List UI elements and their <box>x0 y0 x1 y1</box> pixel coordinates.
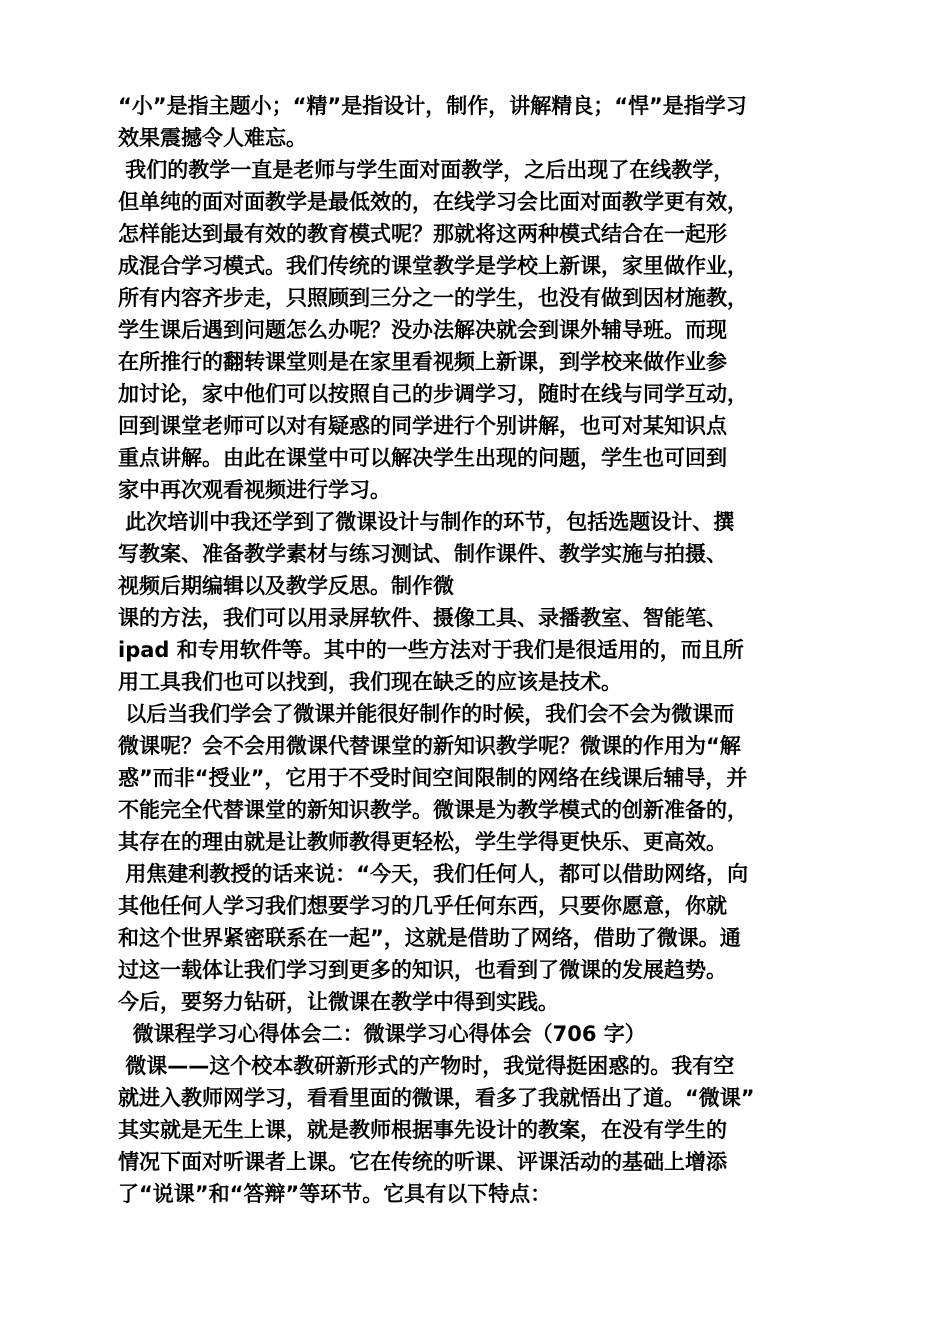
text-line: 其实就是无生上课，就是教师根据事先设计的教案，在没有学生的 <box>118 1118 727 1142</box>
text-line: 所有内容齐步走，只照顾到三分之一的学生，也没有做到因材施教， <box>118 286 748 310</box>
text-line: 效果震撼令人难忘。 <box>118 126 307 150</box>
text-line: 加讨论，家中他们可以按照自己的步调学习，随时在线与同学互动， <box>118 382 748 406</box>
text-line: 课的方法，我们可以用录屏软件、摄像工具、录播教室、智能笔、 <box>118 606 727 630</box>
text-line: 今后，要努力钻研，让微课在教学中得到实践。 <box>118 990 559 1014</box>
text-line: 但单纯的面对面教学是最低效的，在线学习会比面对面教学更有效， <box>118 190 748 214</box>
text-line: 怎样能达到最有效的教育模式呢？那就将这两种模式结合在一起形 <box>118 222 727 246</box>
text-line: 此次培训中我还学到了微课设计与制作的环节，包括选题设计、撰 <box>118 510 735 534</box>
text-line: 回到课堂老师可以对有疑惑的同学进行个别讲解，也可对某知识点 <box>118 414 727 438</box>
text-line: 成混合学习模式。我们传统的课堂教学是学校上新课，家里做作业， <box>118 254 748 278</box>
text-line: “小”是指主题小；“精”是指设计，制作，讲解精良；“悍”是指学习 <box>118 94 747 118</box>
text-line: 不能完全代替课堂的新知识教学。微课是为教学模式的创新准备的， <box>118 798 748 822</box>
text-line: 其存在的理由就是让教师教得更轻松，学生学得更快乐、更高效。 <box>118 830 727 854</box>
text-line: 重点讲解。由此在课堂中可以解决学生出现的问题，学生也可回到 <box>118 446 727 470</box>
text-line: 其他任何人学习我们想要学习的几乎任何东西，只要你愿意，你就 <box>118 894 727 918</box>
text-line: 学生课后遇到问题怎么办呢？没办法解决就会到课外辅导班。而现 <box>118 318 727 342</box>
text-line: 用工具我们也可以找到，我们现在缺乏的应该是技术。 <box>118 670 622 694</box>
text-line: 就进入教师网学习，看看里面的微课，看多了我就悟出了道。“微课” <box>118 1086 755 1110</box>
text-line: 过这一载体让我们学习到更多的知识，也看到了微课的发展趋势。 <box>118 958 727 982</box>
section-heading: 微课程学习心得体会二：微课学习心得体会（706 字） <box>118 1022 646 1046</box>
text-line: 家中再次观看视频进行学习。 <box>118 478 391 502</box>
text-line: 和这个世界紧密联系在一起”，这就是借助了网络，借助了微课。通 <box>118 926 741 950</box>
text-line: ipad 和专用软件等。其中的一些方法对于我们是很适用的，而且所 <box>118 638 744 662</box>
text-line: 在所推行的翻转课堂则是在家里看视频上新课，到学校来做作业参 <box>118 350 727 374</box>
text-line: 以后当我们学会了微课并能很好制作的时候，我们会不会为微课而 <box>118 702 735 726</box>
text-line: 微课——这个校本教研新形式的产物时，我觉得挺困惑的。我有空 <box>118 1054 735 1078</box>
text-line: 微课呢？会不会用微课代替课堂的新知识教学呢？微课的作用为“解 <box>118 734 741 758</box>
text-line: 写教案、准备教学素材与练习测试、制作课件、教学实施与拍摄、 <box>118 542 727 566</box>
text-line: 惑”而非“授业”，它用于不受时间空间限制的网络在线课后辅导，并 <box>118 766 748 790</box>
body-text <box>118 90 878 1210</box>
text-line: 我们的教学一直是老师与学生面对面教学，之后出现了在线教学， <box>118 158 735 182</box>
text-line: 用焦建利教授的话来说：“今天，我们任何人，都可以借助网络，向 <box>118 862 749 886</box>
text-line: 视频后期编辑以及教学反思。制作微 <box>118 574 454 598</box>
text-line: 了“说课”和“答辩”等环节。它具有以下特点： <box>118 1182 552 1206</box>
text-line: 情况下面对听课者上课。它在传统的听课、评课活动的基础上增添 <box>118 1150 727 1174</box>
